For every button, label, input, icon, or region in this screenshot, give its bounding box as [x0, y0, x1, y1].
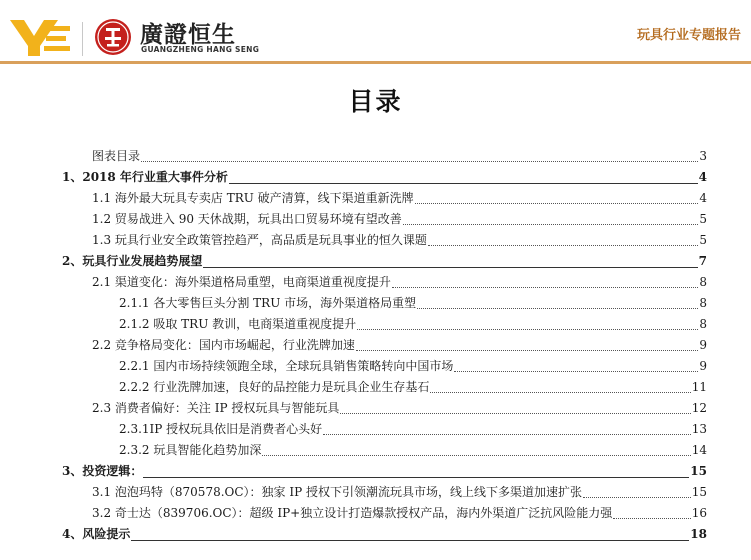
toc-leader-dots	[357, 314, 698, 330]
toc-entry[interactable]	[119, 419, 707, 440]
toc-leader-dots	[428, 230, 698, 246]
toc-entry-label: 2.3.2 玩具智能化趋势加深	[119, 443, 262, 457]
toc-entry-label: 2.1.2 吸取 TRU 教训，电商渠道重视度提升	[119, 317, 357, 331]
toc-entry-page: 4	[698, 170, 707, 184]
toc-entry-page: 13	[691, 422, 707, 436]
toc-entry-label: 3、投资逻辑：	[62, 464, 143, 478]
report-title: 玩具行业专题报告	[636, 28, 741, 43]
toc-entry[interactable]	[92, 482, 707, 503]
toc-entry[interactable]	[119, 293, 707, 314]
toc-entry-label: 2.3.1IP 授权玩具依旧是消费者心头好	[119, 422, 323, 436]
toc-entry-page: 8	[699, 275, 707, 289]
toc-entry-label: 2.1 渠道变化：海外渠道格局重塑，电商渠道重视度提升	[92, 275, 391, 289]
toc-leader-dots	[143, 461, 689, 478]
brand-name-cn: 廣證恒生	[140, 22, 236, 48]
toc-leader-dots	[323, 419, 691, 435]
toc-entry-label: 2.2.1 国内市场持续领跑全球，全球玩具销售策略转向中国市场	[119, 359, 454, 373]
toc-entry-label: 1.2 贸易战进入 90 天休战期，玩具出口贸易环境有望改善	[92, 212, 402, 226]
toc-entry-page: 7	[698, 254, 707, 268]
page-header	[0, 0, 751, 64]
toc-entry-page: 8	[699, 317, 707, 331]
toc-leader-dots	[415, 188, 698, 204]
toc-entry-label: 1、2018 年行业重大事件分析	[62, 170, 228, 184]
toc-entry[interactable]	[92, 146, 707, 167]
toc-leader-dots	[229, 167, 698, 184]
toc-title: 目录	[348, 87, 403, 116]
toc-entry-page: 12	[691, 401, 707, 415]
toc-entry-label: 2.1.1 各大零售巨头分割 TRU 市场，海外渠道格局重塑	[119, 296, 417, 310]
toc-entry[interactable]	[62, 251, 707, 272]
ye-logo-icon	[10, 18, 74, 58]
toc-entry-page: 3	[699, 149, 707, 163]
toc-entry-label: 3.1 泡泡玛特（870578.OC）：独家 IP 授权下引领潮流玩具市场，线上线下多渠道加速扩张	[92, 485, 582, 499]
toc-entry[interactable]	[62, 461, 707, 482]
toc-entry[interactable]	[119, 356, 707, 377]
toc-entry-page: 16	[691, 506, 707, 520]
toc-leader-dots	[131, 524, 689, 541]
toc-entry[interactable]	[92, 398, 707, 419]
header-rule	[0, 61, 751, 64]
toc-entry-page: 5	[699, 212, 707, 226]
toc-leader-dots	[340, 398, 690, 414]
toc-entry[interactable]	[92, 209, 707, 230]
toc-entry-label: 图表目录	[92, 149, 141, 163]
toc-entry-page: 9	[699, 359, 707, 373]
toc-entry[interactable]	[119, 377, 707, 398]
toc-entry[interactable]	[62, 524, 707, 545]
toc-leader-dots	[430, 377, 690, 393]
toc-leader-dots	[454, 356, 698, 372]
toc-leader-dots	[203, 251, 697, 268]
toc-entry-label: 2.2 竞争格局变化：国内市场崛起，行业洗牌加速	[92, 338, 355, 352]
toc-entry-page: 18	[690, 527, 707, 541]
toc-entry[interactable]	[119, 440, 707, 461]
toc-entry-page: 15	[690, 464, 707, 478]
toc-leader-dots	[403, 209, 698, 225]
toc-leader-dots	[262, 440, 690, 456]
toc-entry-label: 3.2 奇士达（839706.OC）：超级 IP+独立设计打造爆款授权产品，海内外渠道广泛抗风险能力强	[92, 506, 613, 520]
toc-entry[interactable]	[92, 272, 707, 293]
toc-entry-label: 2、玩具行业发展趋势展望	[62, 254, 203, 268]
toc-entry-label: 1.1 海外最大玩具专卖店 TRU 破产清算，线下渠道重新洗牌	[92, 191, 414, 205]
toc-entry-page: 15	[691, 485, 707, 499]
toc-entry-page: 5	[699, 233, 707, 247]
toc-leader-dots	[417, 293, 698, 309]
toc-entry-label: 2.2.2 行业洗牌加速，良好的品控能力是玩具企业生存基石	[119, 380, 430, 394]
brand-name-en: GUANGZHENG HANG SENG	[141, 45, 260, 54]
toc-entry[interactable]	[92, 230, 707, 251]
toc-entry-page: 14	[691, 443, 707, 457]
toc-entry[interactable]	[119, 314, 707, 335]
toc-entry[interactable]	[92, 503, 707, 524]
toc-entry-label: 2.3 消费者偏好：关注 IP 授权玩具与智能玩具	[92, 401, 340, 415]
toc-leader-dots	[613, 503, 690, 519]
toc-entry-page: 11	[691, 380, 707, 394]
toc-entry[interactable]	[92, 188, 707, 209]
toc-leader-dots	[141, 146, 698, 162]
toc-entry[interactable]	[62, 167, 707, 188]
toc-entry[interactable]	[92, 335, 707, 356]
toc-entry-label: 1.3 玩具行业安全政策管控趋严，高品质是玩具事业的恒久课题	[92, 233, 427, 247]
toc-leader-dots	[392, 272, 698, 288]
toc-leader-dots	[583, 482, 691, 498]
toc-leader-dots	[356, 335, 698, 351]
seal-logo-icon	[94, 18, 132, 56]
logo-divider	[82, 22, 83, 56]
toc-entry-page: 9	[699, 338, 707, 352]
toc-entry-page: 4	[699, 191, 707, 205]
toc-entry-page: 8	[699, 296, 707, 310]
toc-entry-label: 4、风险提示	[62, 527, 131, 541]
